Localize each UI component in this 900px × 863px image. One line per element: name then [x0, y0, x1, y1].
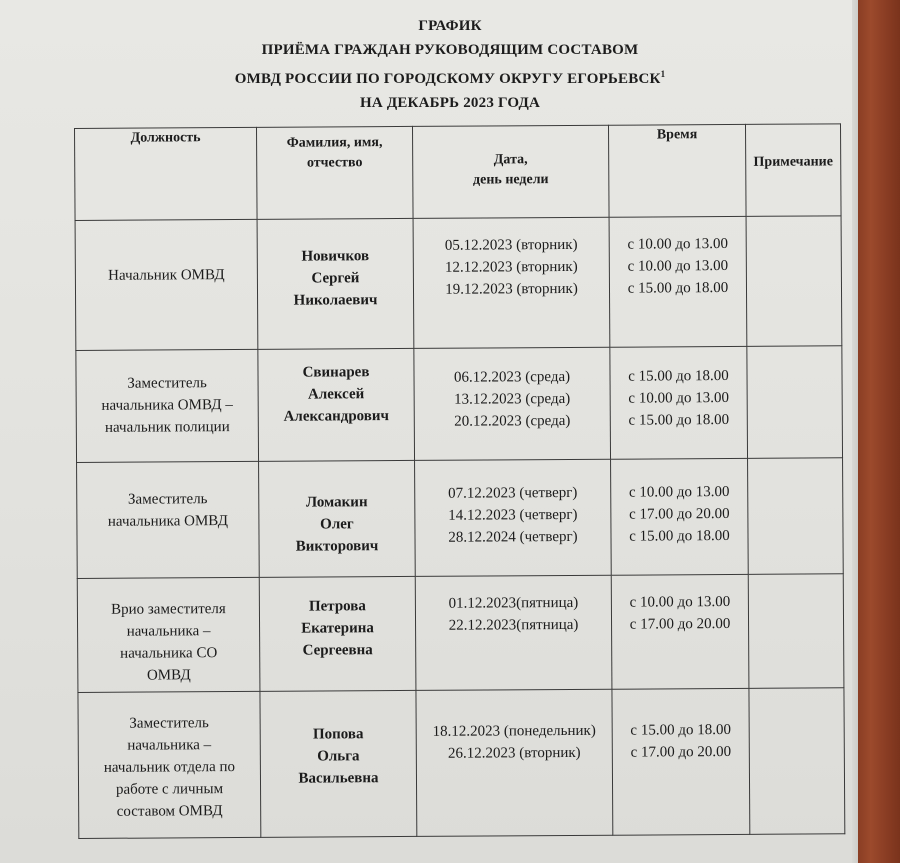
position-text: начальник полиции: [104, 419, 230, 436]
table-row: [77, 458, 844, 579]
date-entry: 20.12.2023 (среда): [454, 412, 571, 430]
position-text: начальника ОМВД –: [101, 397, 233, 414]
position-text: Заместитель: [127, 491, 208, 508]
dates-cell: [413, 217, 610, 348]
date-entry: 01.12.2023(пятница): [448, 594, 579, 612]
first-name: Ольга: [317, 748, 360, 765]
time-entry: с 15.00 до 18.00: [627, 280, 729, 297]
position-text: Начальник ОМВД: [108, 267, 225, 284]
date-entry: 07.12.2023 (четверг): [448, 484, 578, 502]
surname: Новичков: [301, 248, 370, 265]
header-date-line-2: день недели: [472, 172, 549, 188]
wooden-surface: [858, 0, 900, 863]
table-row: [77, 574, 844, 693]
position-text: ОМВД: [146, 667, 191, 684]
title-line-2: ПРИЁМА ГРАЖДАН РУКОВОДЯЩИМ СОСТАВОМ: [261, 42, 639, 58]
time-entry: с 15.00 до 18.00: [629, 528, 730, 545]
title-line-1: ГРАФИК: [418, 18, 482, 34]
time-entry: с 10.00 до 13.00: [628, 390, 729, 407]
date-entry: 22.12.2023(пятница): [448, 616, 579, 634]
first-name: Олег: [320, 516, 354, 533]
time-entry: с 15.00 до 18.00: [628, 412, 730, 429]
name-cell: [257, 218, 414, 349]
name-cell: [259, 460, 416, 577]
first-name: Екатерина: [301, 620, 374, 637]
time-entry: с 10.00 до 13.00: [627, 258, 729, 275]
time-entry: с 17.00 до 20.00: [629, 616, 731, 633]
position-text: работе с личным: [115, 781, 224, 798]
position-cell: [77, 577, 260, 692]
date-entry: 28.12.2024 (четверг): [448, 528, 578, 546]
times-cell: [612, 688, 750, 835]
date-entry: 18.12.2023 (понедельник): [432, 722, 596, 740]
dates-cell: [416, 689, 613, 836]
first-name: Алексей: [307, 386, 365, 403]
date-entry: 14.12.2023 (четверг): [448, 506, 578, 524]
header-date: [412, 125, 609, 218]
date-entry: 26.12.2023 (вторник): [447, 744, 581, 762]
dates-cell: [415, 575, 612, 690]
patronymic: Викторович: [295, 538, 379, 555]
dates-cell: [415, 459, 612, 576]
footnote-mark: 1: [660, 69, 666, 79]
header-name-line-2: отчество: [306, 155, 363, 171]
name-cell: [258, 348, 415, 461]
position-text: составом ОМВД: [116, 803, 223, 820]
position-text: начальника –: [126, 623, 211, 640]
times-cell: [610, 346, 748, 459]
note-cell: [749, 688, 845, 835]
header-time: Время: [608, 124, 746, 217]
table-row: [75, 216, 842, 351]
title-line-3: [200, 62, 700, 91]
header-row: [75, 124, 842, 221]
position-text: Врио заместителя: [111, 601, 226, 618]
date-entry: 19.12.2023 (вторник): [445, 280, 578, 298]
note-cell: [748, 458, 844, 575]
date-entry: 06.12.2023 (среда): [453, 368, 571, 386]
time-entry: с 17.00 до 20.00: [629, 506, 730, 523]
times-cell: [611, 458, 749, 575]
header-date-line-1: Дата,: [493, 152, 528, 168]
surname: Петрова: [308, 598, 366, 615]
time-entry: с 10.00 до 13.00: [628, 484, 730, 501]
position-cell: [77, 461, 260, 578]
date-entry: 12.12.2023 (вторник): [444, 258, 578, 276]
patronymic: Александрович: [283, 408, 390, 425]
header-position: Должность: [75, 127, 258, 220]
patronymic: Николаевич: [293, 292, 378, 309]
date-entry: 05.12.2023 (вторник): [444, 236, 578, 254]
title-line-4: НА ДЕКАБРЬ 2023 ГОДА: [359, 95, 541, 111]
name-cell: [260, 690, 417, 837]
time-entry: с 17.00 до 20.00: [630, 743, 732, 761]
time-entry: с 15.00 до 18.00: [628, 368, 729, 385]
patronymic: Васильевна: [298, 770, 379, 787]
times-cell: [609, 216, 747, 347]
schedule-table: [74, 123, 845, 839]
position-text: начальник отдела по: [103, 759, 236, 776]
position-text: начальника ОМВД: [107, 513, 228, 530]
document-title: [200, 14, 700, 115]
time-entry: с 15.00 до 18.00: [630, 721, 732, 739]
header-note: Примечание: [745, 124, 841, 217]
name-cell: [259, 576, 416, 691]
position-cell: [78, 691, 261, 838]
header-full-name: [256, 126, 413, 219]
date-entry: 13.12.2023 (среда): [454, 390, 571, 408]
time-entry: с 10.00 до 13.00: [627, 236, 729, 253]
note-cell: [746, 216, 842, 347]
position-text: начальника СО: [120, 645, 218, 662]
position-text: начальника –: [127, 737, 212, 754]
dates-cell: [414, 347, 611, 460]
surname: Попова: [312, 726, 364, 743]
patronymic: Сергеевна: [302, 642, 373, 659]
surname: Свинарев: [302, 364, 370, 381]
position-text: Заместитель: [127, 375, 207, 392]
note-cell: [748, 574, 844, 689]
table-row: [76, 346, 843, 463]
position-cell: [76, 349, 259, 462]
note-cell: [747, 346, 843, 459]
position-cell: [75, 219, 258, 350]
title-line-3-text: ОМВД РОССИИ ПО ГОРОДСКОМУ ОКРУГУ ЕГОРЬЕВСК: [234, 71, 661, 87]
header-name-line-1: Фамилия, имя,: [286, 135, 383, 151]
time-entry: с 10.00 до 13.00: [629, 594, 731, 611]
position-text: Заместитель: [129, 715, 209, 732]
surname: Ломакин: [305, 494, 368, 511]
first-name: Сергей: [311, 270, 360, 287]
times-cell: [611, 574, 749, 689]
table-row: [78, 688, 845, 839]
